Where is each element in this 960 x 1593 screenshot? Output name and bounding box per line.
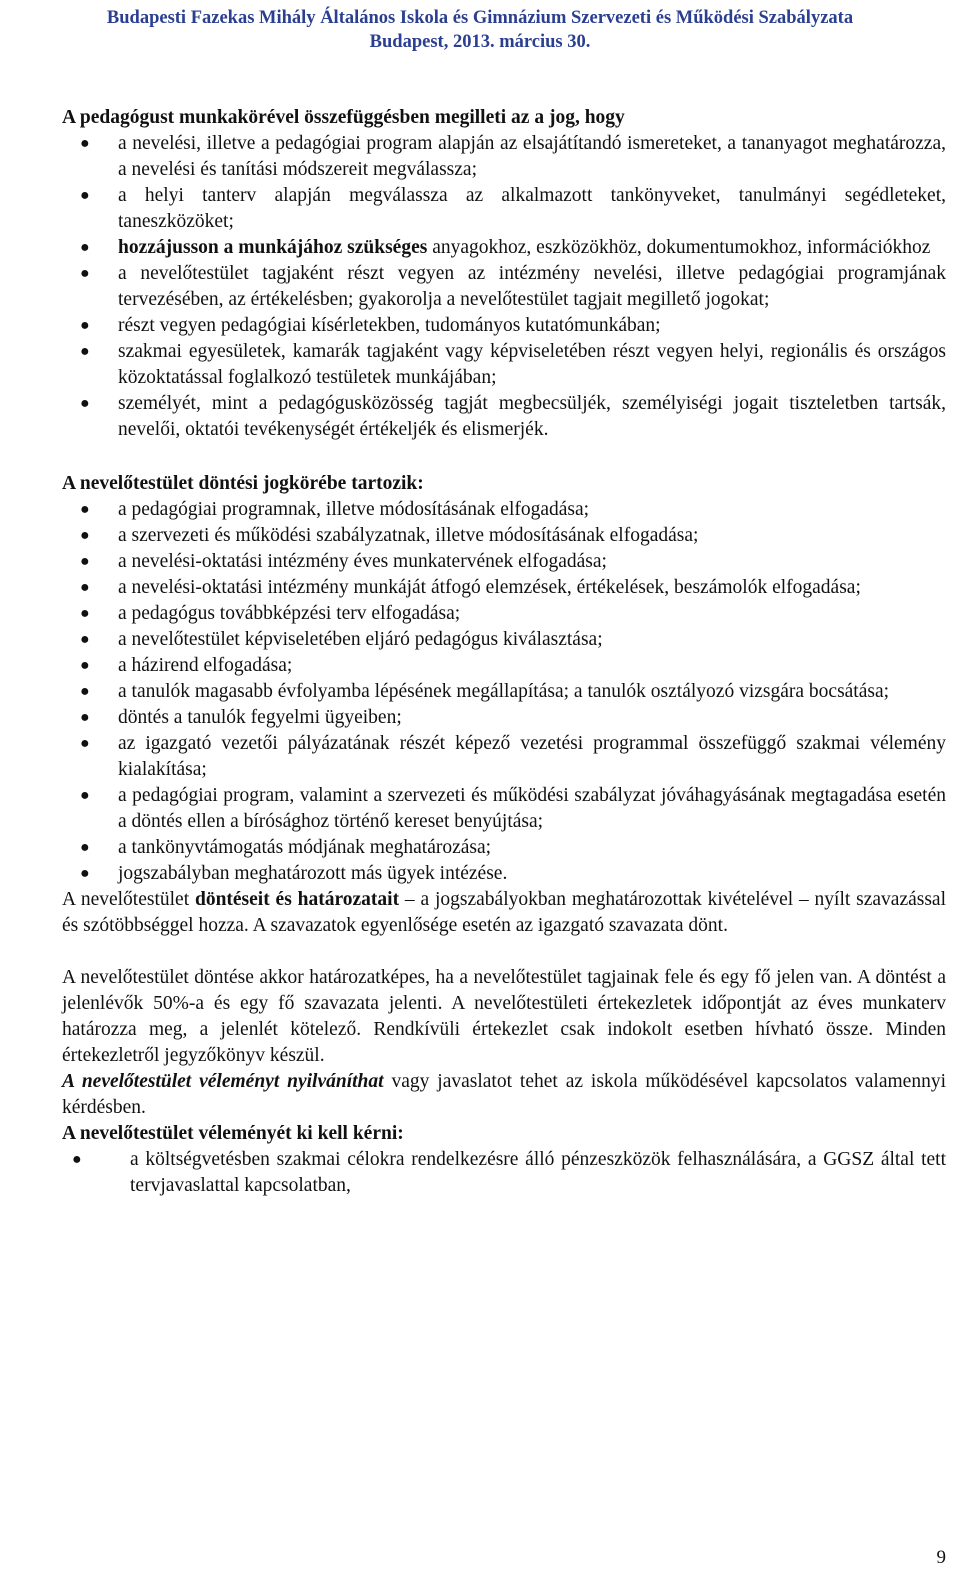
bullet-icon: ● [72, 1151, 82, 1168]
bullet-icon: ● [80, 579, 90, 596]
list-item: ● jogszabályban meghatározott más ügyek intézése. [62, 861, 946, 887]
bullet-icon: ● [80, 631, 90, 648]
list-item: ● a tanulók magasabb évfolyamba lépésének megállapítása; a tanulók osztályozó vizsgára bocsátása; [62, 679, 946, 705]
bullet-icon: ● [80, 735, 90, 752]
bullet-icon: ● [80, 709, 90, 726]
list-item: ● hozzájusson a munkájához szükséges anyagokhoz, eszközökhöz, dokumentumokhoz, információkhoz [62, 235, 946, 261]
section3-list [62, 1147, 946, 1199]
list-item: ● a pedagógus továbbképzési terv elfogadása; [62, 601, 946, 627]
list-item: ● személyét, mint a pedagógusközösség tagját megbecsüljék, személyiségi jogait tiszteletben tartsák, nevelői, oktatói tevékenységét értékeljék és elismerjék. [80, 393, 946, 440]
opinion-paragraph: A nevelőtestület véleményt nyilváníthat vagy javaslatot tehet az iskola működésével kapcsolatos valamennyi kérdésben. [62, 1071, 946, 1118]
bullet-icon: ● [80, 605, 90, 622]
document-header [0, 6, 960, 54]
list-item: ● a pedagógiai program, valamint a szervezeti és működési szabályzat jóváhagyásának megtagadása esetén a döntés ellen a bírósághoz történő kereset benyújtása; [80, 785, 946, 832]
spacer [62, 443, 946, 471]
list-item: ● a tankönyvtámogatás módjának meghatározása; [62, 835, 946, 861]
list-item: ● a nevelési-oktatási intézmény munkáját átfogó elemzések, értékelések, beszámolók elfogadása; [62, 575, 946, 601]
list-item: ● szakmai egyesületek, kamarák tagjaként vagy képviseletében részt vegyen helyi, regionális és országos közoktatással foglalkozó testületek munkájában; [80, 341, 946, 388]
header-title: Budapesti Fazekas Mihály Általános Iskola és Gimnázium Szervezeti és Működési Szabályzata [106, 8, 854, 28]
section1-title: A pedagógust munkakörével összefüggésben megilleti az a jog, hogy [62, 107, 625, 128]
bullet-icon: ● [80, 343, 90, 360]
bullet-icon: ● [80, 501, 90, 518]
bullet-icon: ● [80, 683, 90, 700]
section2-list [62, 497, 946, 887]
bullet-icon: ● [80, 839, 90, 856]
section3-title: A nevelőtestület véleményét ki kell kérni: [62, 1123, 404, 1144]
document-body [62, 105, 946, 1199]
list-item: ● részt vegyen pedagógiai kísérletekben, tudományos kutatómunkában; [62, 313, 946, 339]
list-item: ● a nevelési-oktatási intézmény éves munkatervének elfogadása; [62, 549, 946, 575]
bullet-icon: ● [80, 787, 90, 804]
header-date: Budapest, 2013. március 30. [369, 32, 591, 52]
bullet-icon: ● [80, 657, 90, 674]
list-item: ● a nevelőtestület képviseletében eljáró pedagógus kiválasztása; [62, 627, 946, 653]
list-item: ● a házirend elfogadása; [62, 653, 946, 679]
page-number: 9 [936, 1547, 946, 1568]
list-item: ● a helyi tanterv alapján megválassza az alkalmazott tankönyveket, tanulmányi segédleteket, taneszközöket; [80, 185, 946, 232]
list-item: ● a pedagógiai programnak, illetve módosításának elfogadása; [62, 497, 946, 523]
bullet-icon: ● [80, 553, 90, 570]
list-item: ● a szervezeti és működési szabályzatnak, illetve módosításának elfogadása; [62, 523, 946, 549]
bullet-icon: ● [80, 317, 90, 334]
bullet-icon: ● [80, 135, 90, 152]
list-item: ● a költségvetésben szakmai célokra rendelkezésre álló pénzeszközök felhasználására, a GGSZ által tett tervjavaslattal kapcsolatban, [72, 1149, 946, 1196]
quorum-paragraph: A nevelőtestület döntése akkor határozatképes, ha a nevelőtestület tagjainak fele és egy fő jelen van. A döntést a jelenlévők 50%-a és egy fő szavazata jelenti. A nevelőtestületi értekezletek időpontját az éves munkaterv határozza meg, a jelenlét kötelező. Rendkívüli értekezlet csak indokolt esetben hívható össze. Minden értekezletről jegyzőkönyv készül. [62, 967, 946, 1066]
list-item: ● a nevelőtestület tagjaként részt vegyen az intézmény nevelési, illetve pedagógiai programjának tervezésében, az értékelésben; gyakorolja a nevelőtestület tagjait megillető jogokat; [80, 263, 946, 310]
bullet-icon: ● [80, 865, 90, 882]
bullet-icon: ● [80, 239, 90, 256]
bullet-icon: ● [80, 187, 90, 204]
list-item: ● döntés a tanulók fegyelmi ügyeiben; [62, 705, 946, 731]
section2-title: A nevelőtestület döntési jogkörébe tartozik: [62, 473, 424, 494]
decisions-paragraph: A nevelőtestület döntéseit és határozatait – a jogszabályokban meghatározottak kivételével – nyílt szavazással és szótöbbséggel hozza. A szavazatok egyenlősége esetén az igazgató szavazata dönt. [62, 889, 946, 936]
spacer [62, 939, 946, 965]
list-item: ● a nevelési, illetve a pedagógiai program alapján az elsajátítandó ismereteket, a tananyagot meghatározza, a nevelési és tanítási módszereit megválassza; [80, 133, 946, 180]
bullet-icon: ● [80, 395, 90, 412]
section1-list [62, 131, 946, 443]
bullet-icon: ● [80, 527, 90, 544]
bullet-icon: ● [80, 265, 90, 282]
list-item: ● az igazgató vezetői pályázatának részét képező vezetési programmal összefüggő szakmai vélemény kialakítása; [80, 733, 946, 780]
